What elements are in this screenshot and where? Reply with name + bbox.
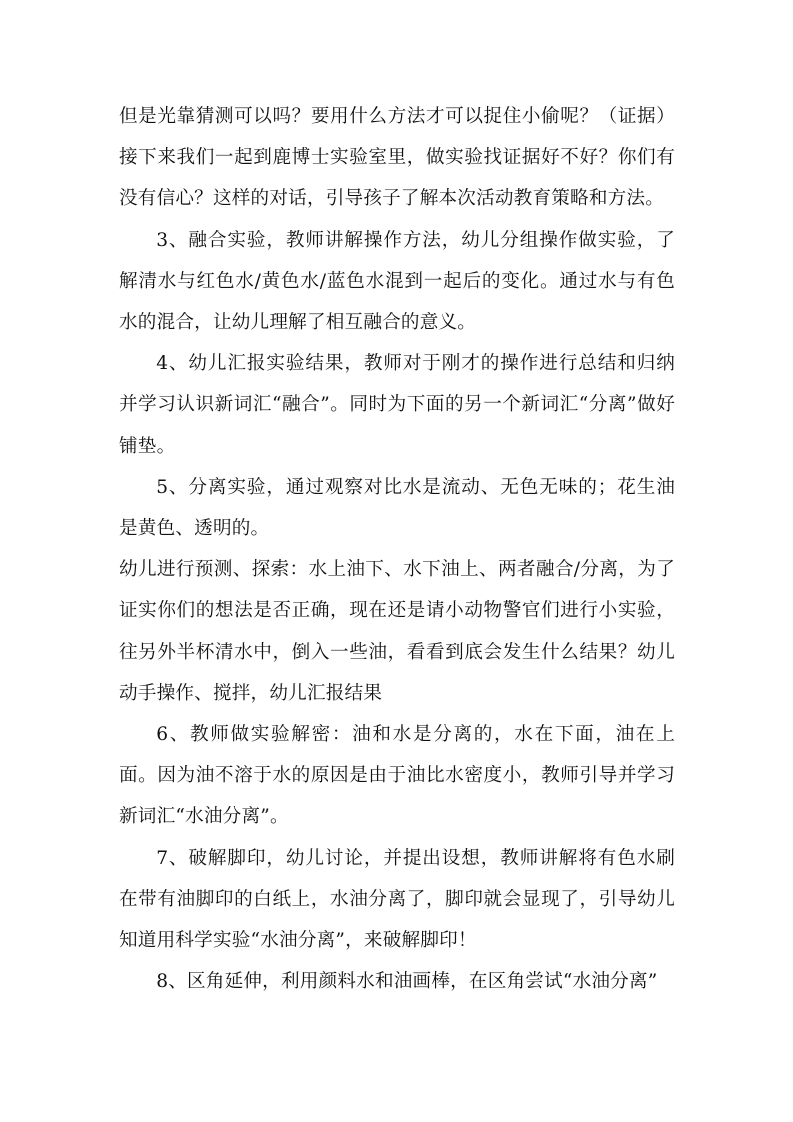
paragraph-step-8: 8、区角延伸，利用颜料水和油画棒，在区角尝试“水油分离” <box>156 971 658 993</box>
paragraph-step-3: 3、融合实验，教师讲解操作方法，幼儿分组操作做实验，了解清水与红色水/黄色水/蓝色水混到一起后的变化。通过水与有色水的混合，让幼儿理解了相互融合的意义。 <box>119 229 675 334</box>
paragraph-step-6: 6、教师做实验解密：油和水是分离的，水在下面，油在上面。因为油不溶于水的原因是由于油比水密度小，教师引导并学习新词汇“水油分离”。 <box>119 724 675 828</box>
paragraph-step-7: 7、破解脚印，幼儿讨论，并提出设想，教师讲解将有色水刷在带有油脚印的白纸上，水油分离了，脚印就会显现了，引导幼儿知道用科学实验“水油分离”，来破解脚印！ <box>119 847 675 952</box>
paragraph-step-4: 4、幼儿汇报实验结果，教师对于刚才的操作进行总结和归纳并学习认识新词汇“融合”。同时为下面的另一个新词汇“分离”做好铺垫。 <box>119 353 675 457</box>
document-body <box>119 96 675 1002</box>
paragraph-prediction: 幼儿进行预测、探索：水上油下、水下油上、两者融合/分离，为了证实你们的想法是否正确，现在还是请小动物警官们进行小实验，往另外半杯清水中，倒入一些油，看看到底会发生什么结果？幼儿动手操作、搅拌，幼儿汇报结果 <box>119 559 675 704</box>
paragraph-step-5: 5、分离实验，通过观察对比水是流动、无色无味的；花生油是黄色、透明的。 <box>119 476 675 540</box>
paragraph-intro-question: 但是光靠猜测可以吗？要用什么方法才可以捉住小偷呢？（证据）接下来我们一起到鹿博士实验室里，做实验找证据好不好？你们有没有信心？这样的对话，引导孩子了解本次活动教育策略和方法。 <box>119 106 675 210</box>
